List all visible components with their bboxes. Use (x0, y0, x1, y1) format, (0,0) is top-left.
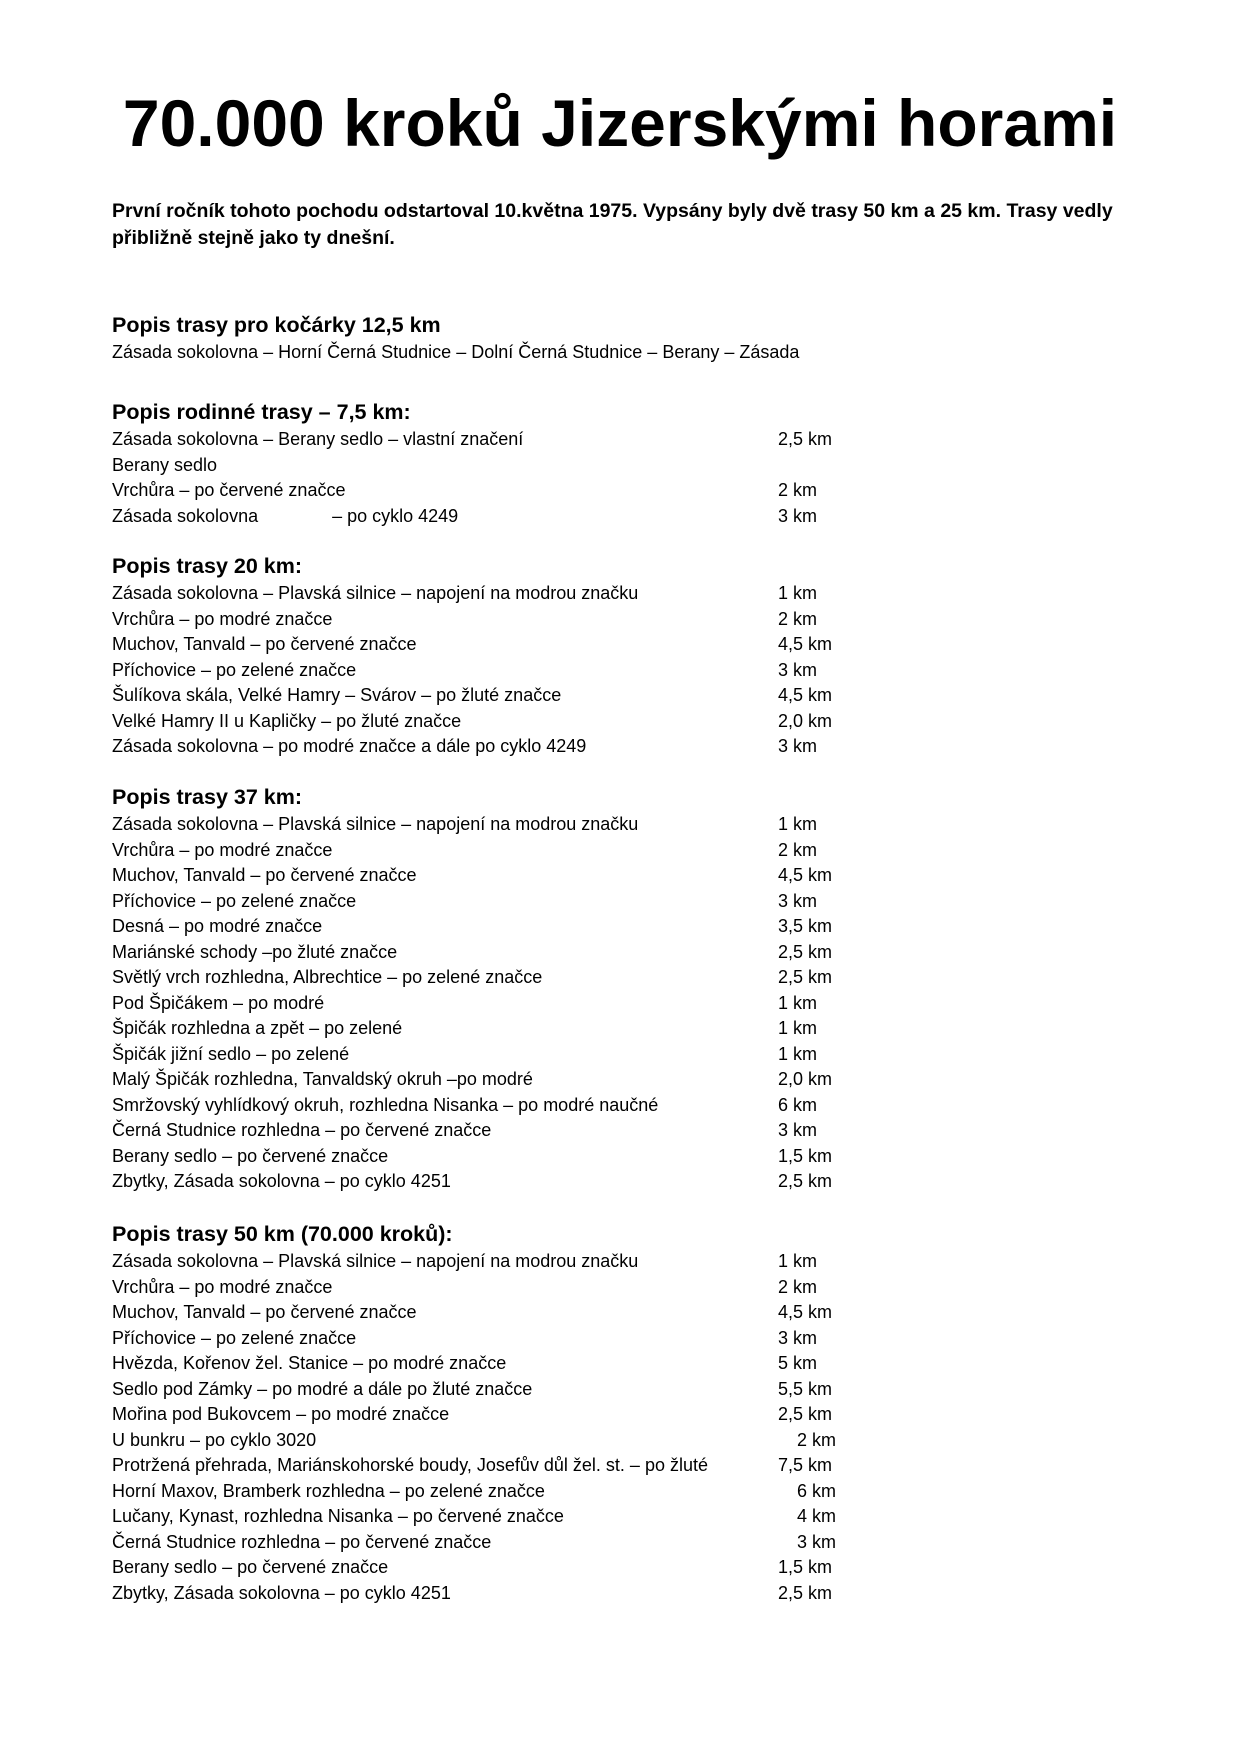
route-place: Berany sedlo (112, 454, 218, 475)
route-row (112, 658, 1152, 684)
route-place: Špičák jižní sedlo – po zelené (112, 1043, 350, 1064)
route-row (112, 1402, 1152, 1428)
route-place: Špičák rozhledna a zpět – po zelené (112, 1018, 403, 1038)
route-place: Hvězda, Kořenov žel. Stanice – po modré značce (112, 1353, 507, 1373)
route-place: Příchovice – po zelené značce (112, 659, 357, 680)
route-row (112, 734, 1152, 760)
document-title: 70.000 kroků Jizerskými horami (122, 86, 1118, 160)
route-place: Vrchůra – po modré značce (112, 839, 333, 860)
route-distance: 4,5 km (778, 1302, 833, 1322)
route-place: Zbytky, Zásada sokolovna – po cyklo 4251 (112, 1171, 451, 1191)
route-distance: 3 km (778, 890, 818, 911)
route-distance: 4,5 km (778, 685, 833, 705)
route-place: Muchov, Tanvald – po červené značce (112, 1302, 417, 1322)
route-distance: 3,5 km (778, 916, 833, 936)
section-heading: Popis trasy 20 km: (112, 554, 303, 578)
route-row (112, 1428, 1152, 1454)
route-distance: 1 km (778, 1043, 818, 1064)
route-place: Muchov, Tanvald – po červené značce (112, 634, 417, 654)
route-row (112, 427, 1152, 453)
route-row (112, 683, 1152, 709)
route-distance: 2,5 km (778, 941, 833, 962)
route-row (112, 1118, 1152, 1144)
route-place: Zásada sokolovna – Plavská silnice – napojení na modrou značku (112, 1251, 639, 1271)
route-distance: 3 km (796, 1531, 836, 1552)
route-place: Vrchůra – po modré značce (112, 1276, 333, 1297)
route-distance: 3 km (778, 1120, 818, 1140)
route-distance: 6 km (778, 1094, 818, 1115)
route-distance: 2 km (778, 1276, 818, 1297)
route-row (112, 1377, 1152, 1403)
route-row (112, 1530, 1152, 1556)
route-distance: 1 km (778, 583, 818, 603)
route-row (112, 1300, 1152, 1326)
route-place: Zásada sokolovna – Berany sedlo – vlastní značení (112, 429, 524, 449)
route-distance: 2,0 km (778, 710, 833, 731)
route-row (112, 838, 1152, 864)
route-distance: 4 km (796, 1506, 836, 1526)
route-distance: 1 km (778, 992, 818, 1013)
route-distance: 2 km (778, 839, 818, 860)
intro-paragraph: První ročník tohoto pochodu odstartoval 10.května 1975. Vypsány byly dvě trasy 50 km a 25 km. Trasy vedly přibližně stejně jako ty dnešní. (112, 200, 1113, 249)
route-place: Příchovice – po zelené značce (112, 890, 357, 911)
route-place: Zásada sokolovna – Plavská silnice – napojení na modrou značku (112, 583, 639, 603)
route-distance: 7,5 km (778, 1455, 833, 1475)
route-row (112, 1144, 1152, 1170)
route-row (112, 1581, 1152, 1607)
route-place: Muchov, Tanvald – po červené značce (112, 865, 417, 885)
route-row (112, 1504, 1152, 1530)
route-place (112, 504, 458, 530)
route-row (112, 1169, 1152, 1195)
route-distance: 2 km (778, 608, 818, 629)
section-heading: Popis rodinné trasy – 7,5 km: (112, 400, 411, 424)
route-row (112, 1351, 1152, 1377)
route-row (112, 504, 1152, 530)
route-place: Vrchůra – po modré značce (112, 608, 333, 629)
route-distance: 5,5 km (778, 1378, 833, 1399)
route-distance: 3 km (778, 659, 818, 680)
route-place: U bunkru – po cyklo 3020 (112, 1429, 317, 1450)
route-place-name: Zásada sokolovna (112, 505, 259, 526)
section-trasa-50 (112, 1219, 1152, 1606)
section-heading: Popis trasy pro kočárky 12,5 km (112, 313, 441, 337)
route-place: Pod Špičákem – po modré (112, 992, 325, 1013)
route-row (112, 709, 1152, 735)
route-place: Velké Hamry II u Kapličky – po žluté značce (112, 710, 462, 731)
route-row (112, 1067, 1152, 1093)
route-row (112, 607, 1152, 633)
route-row (112, 863, 1152, 889)
section-kocarky (112, 310, 1152, 366)
route-distance: 2,5 km (778, 429, 833, 449)
route-row (112, 1093, 1152, 1119)
route-distance: 4,5 km (778, 865, 833, 885)
route-distance: 5 km (778, 1353, 818, 1373)
route-distance: 3 km (778, 505, 818, 526)
route-place: Mariánské schody –po žluté značce (112, 941, 398, 962)
route-place: Mořina pod Bukovcem – po modré značce (112, 1404, 450, 1424)
route-distance: 1 km (778, 1251, 818, 1271)
route-distance: 3 km (778, 1327, 818, 1348)
route-place: Vrchůra – po červené značce (112, 480, 346, 500)
route-place: Horní Maxov, Bramberk rozhledna – po zelené značce (112, 1480, 545, 1501)
route-place: Desná – po modré značce (112, 916, 323, 936)
route-place: Zásada sokolovna – po modré značce a dále po cyklo 4249 (112, 736, 587, 756)
route-row (112, 632, 1152, 658)
route-distance: 2,0 km (778, 1069, 833, 1089)
section-trasa-37 (112, 782, 1152, 1195)
route-place: Zbytky, Zásada sokolovna – po cyklo 4251 (112, 1582, 451, 1603)
route-place: Berany sedlo – po červené značce (112, 1557, 389, 1577)
route-distance: 2,5 km (778, 967, 833, 987)
route-place: Protržená přehrada, Mariánskohorské boudy, Josefův důl žel. st. – po žluté (112, 1455, 708, 1475)
route-row (112, 1453, 1152, 1479)
route-place: Příchovice – po zelené značce (112, 1327, 357, 1348)
route-distance: 2,5 km (778, 1171, 833, 1191)
route-place: Černá Studnice rozhledna – po červené značce (112, 1120, 492, 1140)
section-trasa-20 (112, 551, 1152, 760)
section-heading: Popis trasy 37 km: (112, 785, 303, 809)
route-place: Smržovský vyhlídkový okruh, rozhledna Nisanka – po modré naučné (112, 1094, 659, 1115)
route-distance: 1,5 km (778, 1557, 833, 1577)
route-row (112, 914, 1152, 940)
route-distance: 2 km (796, 1429, 836, 1450)
route-row (112, 965, 1152, 991)
route-distance: 1,5 km (778, 1145, 833, 1166)
route-place: Světlý vrch rozhledna, Albrechtice – po zelené značce (112, 967, 543, 987)
route-place: Černá Studnice rozhledna – po červené značce (112, 1531, 492, 1552)
route-place-note: – po cyklo 4249 (332, 505, 459, 526)
route-place: Berany sedlo – po červené značce (112, 1145, 389, 1166)
route-place: Lučany, Kynast, rozhledna Nisanka – po červené značce (112, 1506, 564, 1526)
route-row (112, 812, 1152, 838)
route-distance: 4,5 km (778, 634, 833, 654)
route-row (112, 1275, 1152, 1301)
route-distance: 2,5 km (778, 1404, 833, 1424)
section-heading: Popis trasy 50 km (70.000 kroků): (112, 1222, 453, 1246)
route-distance: 2 km (778, 480, 818, 500)
route-distance: 3 km (778, 736, 818, 756)
route-distance: 1 km (778, 814, 818, 834)
route-distance: 1 km (778, 1018, 818, 1038)
route-row (112, 940, 1152, 966)
route-row (112, 1555, 1152, 1581)
route-row (112, 1326, 1152, 1352)
route-distance: 6 km (796, 1480, 836, 1501)
route-row (112, 1042, 1152, 1068)
route-row (112, 1016, 1152, 1042)
route-row (112, 453, 1152, 479)
route-row (112, 889, 1152, 915)
route-place: Zásada sokolovna – Plavská silnice – napojení na modrou značku (112, 814, 639, 834)
route-row (112, 991, 1152, 1017)
route-description: Zásada sokolovna – Horní Černá Studnice – Dolní Černá Studnice – Berany – Zásada (112, 342, 800, 362)
route-place: Malý Špičák rozhledna, Tanvaldský okruh –po modré (112, 1069, 533, 1089)
route-row (112, 1249, 1152, 1275)
route-distance: 2,5 km (778, 1582, 833, 1603)
section-rodinna (112, 397, 1152, 529)
route-row (112, 581, 1152, 607)
route-place: Šulíkova skála, Velké Hamry – Svárov – po žluté značce (112, 685, 562, 705)
route-place: Sedlo pod Zámky – po modré a dále po žluté značce (112, 1378, 533, 1399)
route-row (112, 1479, 1152, 1505)
route-row (112, 478, 1152, 504)
